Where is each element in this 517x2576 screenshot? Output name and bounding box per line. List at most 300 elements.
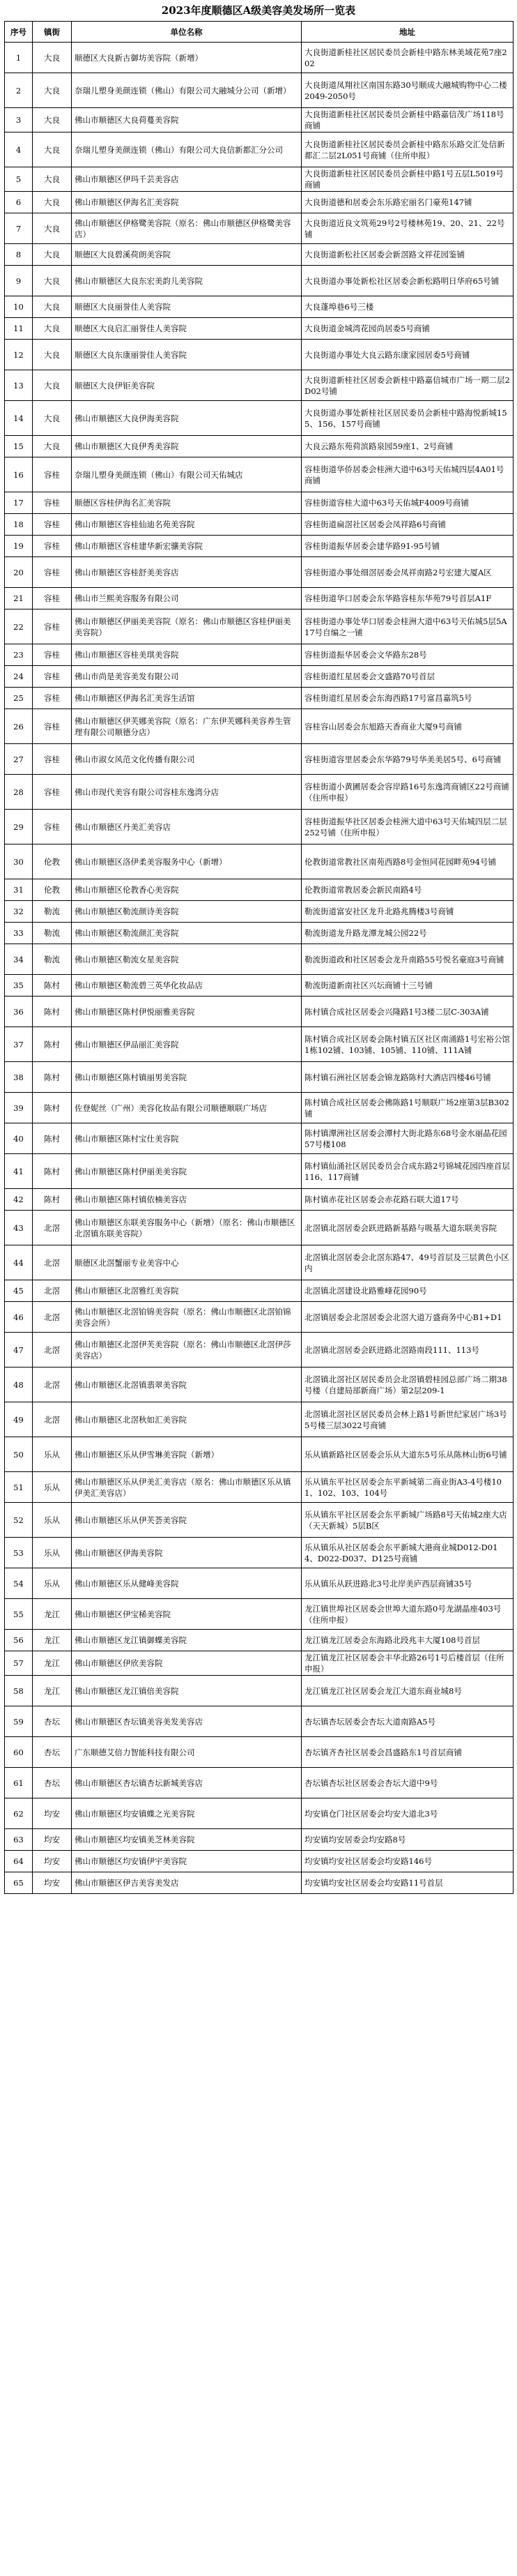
row-serial: 8 [5, 244, 33, 266]
row-town: 容桂 [33, 536, 72, 557]
table-row [5, 1737, 514, 1768]
table-row [5, 879, 514, 901]
row-address: 容桂容山居委会东旭路天香商业大厦9号商铺 [302, 709, 514, 744]
row-unit-name: 佛山市顺德区容桂建华新宏骧美容院 [72, 536, 302, 557]
row-unit-name: 顺德区大良新古御坊美容院（新增） [72, 43, 302, 73]
row-town: 容桂 [33, 557, 72, 588]
row-serial: 61 [5, 1768, 33, 1798]
row-serial: 41 [5, 1154, 33, 1189]
table-header-row [5, 22, 514, 43]
table-row [5, 492, 514, 514]
row-town: 大良 [33, 340, 72, 370]
table-row [5, 1568, 514, 1599]
row-unit-name: 佛山市顺德区丹美汇美容店 [72, 810, 302, 844]
row-town: 北滘 [33, 1211, 72, 1245]
row-serial: 18 [5, 514, 33, 536]
row-address: 大良街道办事处大良云路东康家园居委5号商铺 [302, 340, 514, 370]
row-unit-name: 佛山市现代美容有限公司容桂东逸湾分店 [72, 775, 302, 810]
row-serial: 40 [5, 1123, 33, 1154]
table-row [5, 296, 514, 318]
row-unit-name: 佛山市顺德区均安镇美芝林美容院 [72, 1829, 302, 1851]
row-unit-name: 佛山市顺德区均安镇伊宇美容院 [72, 1851, 302, 1872]
row-serial: 54 [5, 1568, 33, 1599]
table-row [5, 1027, 514, 1062]
table-row [5, 1062, 514, 1093]
row-town: 伦教 [33, 879, 72, 901]
row-town: 容桂 [33, 609, 72, 644]
row-serial: 21 [5, 588, 33, 609]
row-serial: 46 [5, 1302, 33, 1333]
row-unit-name: 佛山市顺德区伊芙娜美容院（原名：广东伊芙娜科美容养生管理有限公司顺德分店） [72, 709, 302, 744]
row-address: 北滘镇居委会北滘居委会北滘大道万盛商务中心B1+D1 [302, 1302, 514, 1333]
row-serial: 35 [5, 975, 33, 997]
row-serial: 32 [5, 901, 33, 923]
row-address: 勒流街道政和社区居委会龙升南路55号悦名豪庭3号商铺 [302, 944, 514, 975]
row-town: 乐从 [33, 1503, 72, 1538]
row-town: 容桂 [33, 514, 72, 536]
table-row [5, 401, 514, 436]
row-serial: 9 [5, 266, 33, 296]
table-row [5, 1676, 514, 1706]
row-address: 乐从镇乐从跃进路北3号北岸美庐西层商铺35号 [302, 1568, 514, 1599]
row-address: 大良蓬埠巷6号三楼 [302, 296, 514, 318]
row-unit-name: 佛山市顺德区北滘伊芙美容院（原名：佛山市顺德区北滘伊莎美容店） [72, 1333, 302, 1367]
row-town: 均安 [33, 1829, 72, 1851]
table-row [5, 43, 514, 73]
row-address: 大良街道凤翔社区南国东路30号顺成大融城购物中心二楼2049-2050号 [302, 73, 514, 108]
row-serial: 47 [5, 1333, 33, 1367]
row-town: 容桂 [33, 744, 72, 775]
table-row [5, 944, 514, 975]
row-town: 大良 [33, 167, 72, 192]
table-row [5, 167, 514, 192]
table-row [5, 1503, 514, 1538]
row-address: 大良街道金城湾花园尚居委5号商铺 [302, 318, 514, 340]
table-row [5, 1245, 514, 1280]
row-serial: 38 [5, 1062, 33, 1093]
row-serial: 2 [5, 73, 33, 108]
row-serial: 3 [5, 108, 33, 132]
row-serial: 29 [5, 810, 33, 844]
row-unit-name: 佛山市兰熙美容服务有限公司 [72, 588, 302, 609]
row-town: 均安 [33, 1798, 72, 1829]
header-unit-name: 单位名称 [72, 22, 302, 43]
table-row [5, 1829, 514, 1851]
row-town: 大良 [33, 244, 72, 266]
row-town: 容桂 [33, 492, 72, 514]
table-row [5, 588, 514, 609]
row-address: 北滘镇北滘居委会跃进路新基路与吸基大道东联美容院 [302, 1211, 514, 1245]
row-unit-name: 顺德区大良丽誉佳人美容院 [72, 296, 302, 318]
row-town: 龙江 [33, 1676, 72, 1706]
table-row [5, 1768, 514, 1798]
table-row [5, 775, 514, 810]
table-row [5, 1851, 514, 1872]
row-address: 杏坛镇杏坛居委会杏坛大道南路A5号 [302, 1706, 514, 1737]
row-town: 乐从 [33, 1538, 72, 1568]
row-serial: 27 [5, 744, 33, 775]
row-unit-name: 佛山市顺德区乐从伊雪琳美容院（新增） [72, 1437, 302, 1472]
row-address: 大良街道新桂社区居民委员会新桂中路东乐路交汇处信新都汇二层2L051号商铺（住所申报） [302, 132, 514, 167]
row-unit-name: 顺德区北滘蟹丽专业美容中心 [72, 1245, 302, 1280]
row-serial: 44 [5, 1245, 33, 1280]
row-town: 大良 [33, 213, 72, 244]
table-row [5, 1302, 514, 1333]
row-address: 容桂街道办事处细滘居委会凤祥南路2号宏建大厦A区 [302, 557, 514, 588]
row-unit-name: 佛山市顺德区伊玛千芸美容店 [72, 167, 302, 192]
row-unit-name: 佛山市顺德区大良伊海美容院 [72, 401, 302, 436]
row-serial: 42 [5, 1189, 33, 1211]
row-serial: 7 [5, 213, 33, 244]
row-town: 陈村 [33, 1027, 72, 1062]
row-serial: 13 [5, 370, 33, 401]
row-unit-name: 佛山市顺德区北滘铂锦美容院（原名：佛山市顺德区北滘铂锦美容会所） [72, 1302, 302, 1333]
row-unit-name: 佛山市顺德区容桂舒美美容店 [72, 557, 302, 588]
row-unit-name: 奈瑞儿塑身美颜连锁（佛山）有限公司大良信新都汇分公司 [72, 132, 302, 167]
row-serial: 11 [5, 318, 33, 340]
row-serial: 33 [5, 923, 33, 944]
row-town: 大良 [33, 73, 72, 108]
row-address: 大良街道新桂社区居委会新桂中路嘉信城市广场一期二层2D02号铺 [302, 370, 514, 401]
table-row [5, 923, 514, 944]
row-unit-name: 顺德区容桂伊海名汇美容院 [72, 492, 302, 514]
row-unit-name: 佐登妮丝（广州）美容化妆品有限公司顺德顺联广场店 [72, 1093, 302, 1123]
row-town: 乐从 [33, 1568, 72, 1599]
row-serial: 64 [5, 1851, 33, 1872]
row-town: 均安 [33, 1851, 72, 1872]
row-serial: 31 [5, 879, 33, 901]
row-town: 北滘 [33, 1367, 72, 1402]
table-row [5, 244, 514, 266]
row-address: 陈村镇赤花社区居委会赤花路石联大道17号 [302, 1189, 514, 1211]
row-address: 北滘镇北滘居委会跃进路北滘路南段111、113号 [302, 1333, 514, 1367]
table-row [5, 192, 514, 213]
row-unit-name: 广东顺德艾倍力智能科技有限公司 [72, 1737, 302, 1768]
row-serial: 60 [5, 1737, 33, 1768]
row-address: 北滘镇北滘社区居民委员会北滘镇碧桂园总部广场二期38号楼（自建局部新商广场）第2层209-1 [302, 1367, 514, 1402]
row-serial: 25 [5, 688, 33, 709]
row-serial: 62 [5, 1798, 33, 1829]
row-serial: 49 [5, 1402, 33, 1437]
row-town: 大良 [33, 436, 72, 457]
row-town: 大良 [33, 108, 72, 132]
row-town: 北滘 [33, 1402, 72, 1437]
row-serial: 26 [5, 709, 33, 744]
row-town: 龙江 [33, 1651, 72, 1676]
row-unit-name: 佛山市顺德区陈村伊悦丽雅美容院 [72, 997, 302, 1027]
row-serial: 28 [5, 775, 33, 810]
row-serial: 55 [5, 1599, 33, 1630]
row-unit-name: 顺德区大良碧溪荷朗美容院 [72, 244, 302, 266]
row-address: 龙江镇龙江居委会东海路北段兆丰大厦108号首层 [302, 1630, 514, 1651]
salon-table [4, 21, 514, 1894]
row-unit-name: 佛山市顺德区陈村镇丽男美容院 [72, 1062, 302, 1093]
row-serial: 1 [5, 43, 33, 73]
row-unit-name: 佛山市淑女风范文化传播有限公司 [72, 744, 302, 775]
row-town: 北滘 [33, 1245, 72, 1280]
row-address: 伦教街道常教社区南苑西路8号金恒同花园畔苑94号铺 [302, 844, 514, 879]
table-row [5, 997, 514, 1027]
row-address: 容桂街道振华居委会建华路91-95号铺 [302, 536, 514, 557]
header-address: 地址 [302, 22, 514, 43]
row-town: 容桂 [33, 688, 72, 709]
row-unit-name: 佛山市顺德区勒流女星美容院 [72, 944, 302, 975]
row-address: 乐从镇新路社区居委会乐从大道东5号乐从陈林山街6号铺 [302, 1437, 514, 1472]
row-town: 大良 [33, 43, 72, 73]
row-unit-name: 佛山市顺德区均安镇蝶之光美容院 [72, 1798, 302, 1829]
table-row [5, 1367, 514, 1402]
row-serial: 22 [5, 609, 33, 644]
header-town: 镇街 [33, 22, 72, 43]
table-row [5, 810, 514, 844]
row-town: 陈村 [33, 1189, 72, 1211]
table-row [5, 318, 514, 340]
row-address: 均安镇均安社区居委会均安路146号 [302, 1851, 514, 1872]
row-serial: 20 [5, 557, 33, 588]
table-row [5, 1123, 514, 1154]
row-town: 陈村 [33, 1062, 72, 1093]
table-row [5, 1798, 514, 1829]
table-row [5, 457, 514, 492]
row-serial: 34 [5, 944, 33, 975]
row-serial: 43 [5, 1211, 33, 1245]
row-serial: 51 [5, 1472, 33, 1503]
row-unit-name: 佛山市顺德区容桂美琪美容院 [72, 644, 302, 666]
row-address: 大良街道新桂社区居民委员会新桂中路嘉信茂广场118号商铺 [302, 108, 514, 132]
row-unit-name: 佛山市顺德区伊海名汇美容院 [72, 192, 302, 213]
row-address: 容桂街道华侨居委会桂洲大道中63号天佑城四层4A01号商铺 [302, 457, 514, 492]
row-address: 陈村镇石洲社区居委会锦龙路陈村大酒店四楼46号铺 [302, 1062, 514, 1093]
row-unit-name: 佛山市顺德区伊品丽汇美容院 [72, 1027, 302, 1062]
row-unit-name: 顺德区大良东康丽誉佳人美容院 [72, 340, 302, 370]
row-town: 陈村 [33, 1123, 72, 1154]
table-row [5, 73, 514, 108]
table-row [5, 975, 514, 997]
row-town: 大良 [33, 370, 72, 401]
row-address: 均安镇均安社区居委会均安路11号首层 [302, 1872, 514, 1894]
row-address: 容桂街道振华居委会文华路东28号 [302, 644, 514, 666]
row-address: 杏坛镇齐杏社区居委会昌盛路东1号首层商铺 [302, 1737, 514, 1768]
table-row [5, 1651, 514, 1676]
row-address: 容桂街道振华社区居委会桂洲大道中63号天佑城四层二层252号铺（住所申报） [302, 810, 514, 844]
row-town: 北滘 [33, 1302, 72, 1333]
row-address: 勒流街道龙升路龙潭龙城公园22号 [302, 923, 514, 944]
row-serial: 17 [5, 492, 33, 514]
row-address: 勒流街道富安社区龙升北路兆腾楼3号商铺 [302, 901, 514, 923]
table-row [5, 709, 514, 744]
row-unit-name: 佛山市顺德区伊海名汇美容生活馆 [72, 688, 302, 709]
table-row [5, 744, 514, 775]
row-address: 容桂街道容桂大道中63号天佑城F4009号商铺 [302, 492, 514, 514]
table-row [5, 644, 514, 666]
row-serial: 37 [5, 1027, 33, 1062]
row-town: 乐从 [33, 1472, 72, 1503]
row-town: 大良 [33, 296, 72, 318]
row-town: 容桂 [33, 457, 72, 492]
row-serial: 24 [5, 666, 33, 688]
row-unit-name: 顺德区大良伊钜美容院 [72, 370, 302, 401]
table-row [5, 514, 514, 536]
table-row [5, 1333, 514, 1367]
table-row [5, 370, 514, 401]
row-address: 大良街道办事处新桂社区居民委员会新桂中路海悦新城155、156、157号商铺 [302, 401, 514, 436]
row-unit-name: 佛山市顺德区容桂仙迪名苑美容院 [72, 514, 302, 536]
row-unit-name: 奈瑞儿塑身美颜连锁（佛山）有限公司大融城分公司（新增） [72, 73, 302, 108]
row-serial: 53 [5, 1538, 33, 1568]
row-address: 陈村镇合成社区居委会陈村镇五区社区南涌路1号宏裕公馆1栋102铺、103铺、105铺、110铺、111A铺 [302, 1027, 514, 1062]
row-town: 大良 [33, 132, 72, 167]
table-row [5, 688, 514, 709]
row-address: 大良街道近良文筑苑29号2号楼林苑19、20、21、22号铺 [302, 213, 514, 244]
row-town: 陈村 [33, 975, 72, 997]
row-unit-name: 佛山市顺德区乐从伊美汇美容店（原名：佛山市顺德区乐从镇伊美汇美容店） [72, 1472, 302, 1503]
table-row [5, 1189, 514, 1211]
table-row [5, 609, 514, 644]
table-row [5, 1706, 514, 1737]
row-address: 大良街道办事处新松社区居委会新松路明日华府65号铺 [302, 266, 514, 296]
row-unit-name: 佛山市顺德区大良东宏美韵儿美容院 [72, 266, 302, 296]
row-town: 乐从 [33, 1437, 72, 1472]
table-row [5, 1599, 514, 1630]
row-serial: 56 [5, 1630, 33, 1651]
row-unit-name: 佛山市顺德区大良伊秀美容院 [72, 436, 302, 457]
row-serial: 19 [5, 536, 33, 557]
row-unit-name: 佛山市顺德区勒流颜诗美容院 [72, 901, 302, 923]
row-town: 容桂 [33, 644, 72, 666]
table-row [5, 557, 514, 588]
row-town: 伦教 [33, 844, 72, 879]
table-row [5, 213, 514, 244]
row-address: 大良街道新桂社区居民委员会新桂中路1号五层L5019号商铺 [302, 167, 514, 192]
row-address: 容桂街道扁滘社区居委会凤祥路6号商铺 [302, 514, 514, 536]
row-unit-name: 顺德区大良启汇丽誉佳人美容院 [72, 318, 302, 340]
table-row [5, 1872, 514, 1894]
row-town: 杏坛 [33, 1737, 72, 1768]
row-address: 龙江镇龙江社区居委会丰华北路26号1号后楼首层（住所申报） [302, 1651, 514, 1676]
row-serial: 48 [5, 1367, 33, 1402]
table-row [5, 1472, 514, 1503]
row-address: 陈村镇仙涌社区居民委员会合成东路2号锦城花园四座首层116、117商铺 [302, 1154, 514, 1189]
row-unit-name: 佛山市顺德区勒流碧三英华化妆品店 [72, 975, 302, 997]
row-address: 北滘镇北滘建设北路雅峰花园90号 [302, 1280, 514, 1302]
table-row [5, 1093, 514, 1123]
row-town: 大良 [33, 266, 72, 296]
row-address: 大良街道德和居委会东乐路宏丽名门豪苑147铺 [302, 192, 514, 213]
row-town: 均安 [33, 1872, 72, 1894]
row-serial: 12 [5, 340, 33, 370]
row-town: 勒流 [33, 923, 72, 944]
row-unit-name: 佛山市顺德区北滘雅红美容院 [72, 1280, 302, 1302]
table-row [5, 1280, 514, 1302]
table-row [5, 108, 514, 132]
row-unit-name: 佛山市顺德区乐从健峰美容院 [72, 1568, 302, 1599]
row-serial: 63 [5, 1829, 33, 1851]
row-unit-name: 佛山市顺德区伊宝稀美容院 [72, 1599, 302, 1630]
page-title: 2023年度顺德区A级美容美发场所一览表 [161, 4, 356, 17]
row-town: 龙江 [33, 1630, 72, 1651]
row-serial: 57 [5, 1651, 33, 1676]
table-row [5, 1630, 514, 1651]
row-serial: 52 [5, 1503, 33, 1538]
row-town: 勒流 [33, 901, 72, 923]
row-serial: 45 [5, 1280, 33, 1302]
row-town: 大良 [33, 192, 72, 213]
row-unit-name: 佛山市顺德区伦教香心美容院 [72, 879, 302, 901]
row-unit-name: 佛山市顺德区东联美容服务中心（新增）（原名：佛山市顺德区北滘镇东联美容院） [72, 1211, 302, 1245]
table-row [5, 1538, 514, 1568]
row-serial: 15 [5, 436, 33, 457]
row-unit-name: 佛山市顺德区杏坛镇杏坛新城美容店 [72, 1768, 302, 1798]
row-serial: 58 [5, 1676, 33, 1706]
row-serial: 59 [5, 1706, 33, 1737]
row-unit-name: 佛山市顺德区伊吉美容美发店 [72, 1872, 302, 1894]
row-unit-name: 佛山市顺德区乐从伊芙荟美容院 [72, 1503, 302, 1538]
row-address: 乐从镇乐从社区居委会东平新城大港商业城D012-D014、D022-D037、D125号商铺 [302, 1538, 514, 1568]
row-address: 乐从镇东平社区居委会东平新城第二商业街A3-4号楼101、102、103、104号 [302, 1472, 514, 1503]
row-town: 勒流 [33, 944, 72, 975]
row-address: 均安镇仓门社区居委会均安大道北3号 [302, 1798, 514, 1829]
row-unit-name: 佛山市顺德区陈村伊丽美美容院 [72, 1154, 302, 1189]
row-address: 均安镇均安居委会均安路8号 [302, 1829, 514, 1851]
row-serial: 23 [5, 644, 33, 666]
table-row [5, 1437, 514, 1472]
row-unit-name: 佛山市顺德区龙江镇倍美容院 [72, 1676, 302, 1706]
table-row [5, 1154, 514, 1189]
table-row [5, 1402, 514, 1437]
row-town: 陈村 [33, 997, 72, 1027]
row-town: 容桂 [33, 588, 72, 609]
row-unit-name: 奈瑞儿塑身美颜连锁（佛山）有限公司天佑城店 [72, 457, 302, 492]
row-town: 容桂 [33, 810, 72, 844]
row-address: 乐从镇东平社区居委会东平新城广场路8号天佑城2座大店（天天新城）5层B区 [302, 1503, 514, 1538]
row-town: 陈村 [33, 1154, 72, 1189]
row-unit-name: 佛山市顺德区伊欣美容院 [72, 1651, 302, 1676]
table-row [5, 901, 514, 923]
table-row [5, 536, 514, 557]
row-address: 大良云路东苑荷滨路泉园59座1、2号商铺 [302, 436, 514, 457]
row-address: 龙江镇世埠社区居委会世埠大道东路0号龙湖晶座403号（住所申报） [302, 1599, 514, 1630]
table-row [5, 436, 514, 457]
table-row [5, 132, 514, 167]
row-address: 容桂街道红星居委会文盛路70号首层 [302, 666, 514, 688]
row-serial: 5 [5, 167, 33, 192]
row-serial: 10 [5, 296, 33, 318]
row-address: 杏坛镇杏坛社区居委会杏坛大道中9号 [302, 1768, 514, 1798]
row-address: 勒流街道新南社区兴坛商铺十三号铺 [302, 975, 514, 997]
row-address: 陈村镇潭洲社区居委会潭村大街北路东68号金水丽晶花园57号楼108 [302, 1123, 514, 1154]
row-serial: 6 [5, 192, 33, 213]
row-unit-name: 佛山市顺德区大良荷蔓美容院 [72, 108, 302, 132]
row-town: 杏坛 [33, 1768, 72, 1798]
row-address: 大良街道新松社区居委会新滘路文祥花园鉴铺 [302, 244, 514, 266]
row-town: 陈村 [33, 1093, 72, 1123]
header-serial: 序号 [5, 22, 33, 43]
row-serial: 36 [5, 997, 33, 1027]
row-address: 大良街道新桂社区居民委员会新桂中路东林美域花苑7座202 [302, 43, 514, 73]
table-row [5, 266, 514, 296]
row-unit-name: 佛山市顺德区北滘秋如汇美容院 [72, 1402, 302, 1437]
row-unit-name: 佛山市顺德区陈村宝仕美容院 [72, 1123, 302, 1154]
row-unit-name: 佛山市顺德区伊丽美美容院（原名：佛山市顺德区容桂伊丽美美容院） [72, 609, 302, 644]
row-town: 北滘 [33, 1280, 72, 1302]
row-unit-name: 佛山市顺德区龙江镇御蝶美容院 [72, 1630, 302, 1651]
row-serial: 16 [5, 457, 33, 492]
table-row [5, 340, 514, 370]
row-unit-name: 佛山市尚是美容美发有限公司 [72, 666, 302, 688]
row-unit-name: 佛山市顺德区北滘镇翡翠美容院 [72, 1367, 302, 1402]
row-address: 容桂街道红星居委会东海西路17号富昌嘉筑5号 [302, 688, 514, 709]
row-town: 容桂 [33, 775, 72, 810]
